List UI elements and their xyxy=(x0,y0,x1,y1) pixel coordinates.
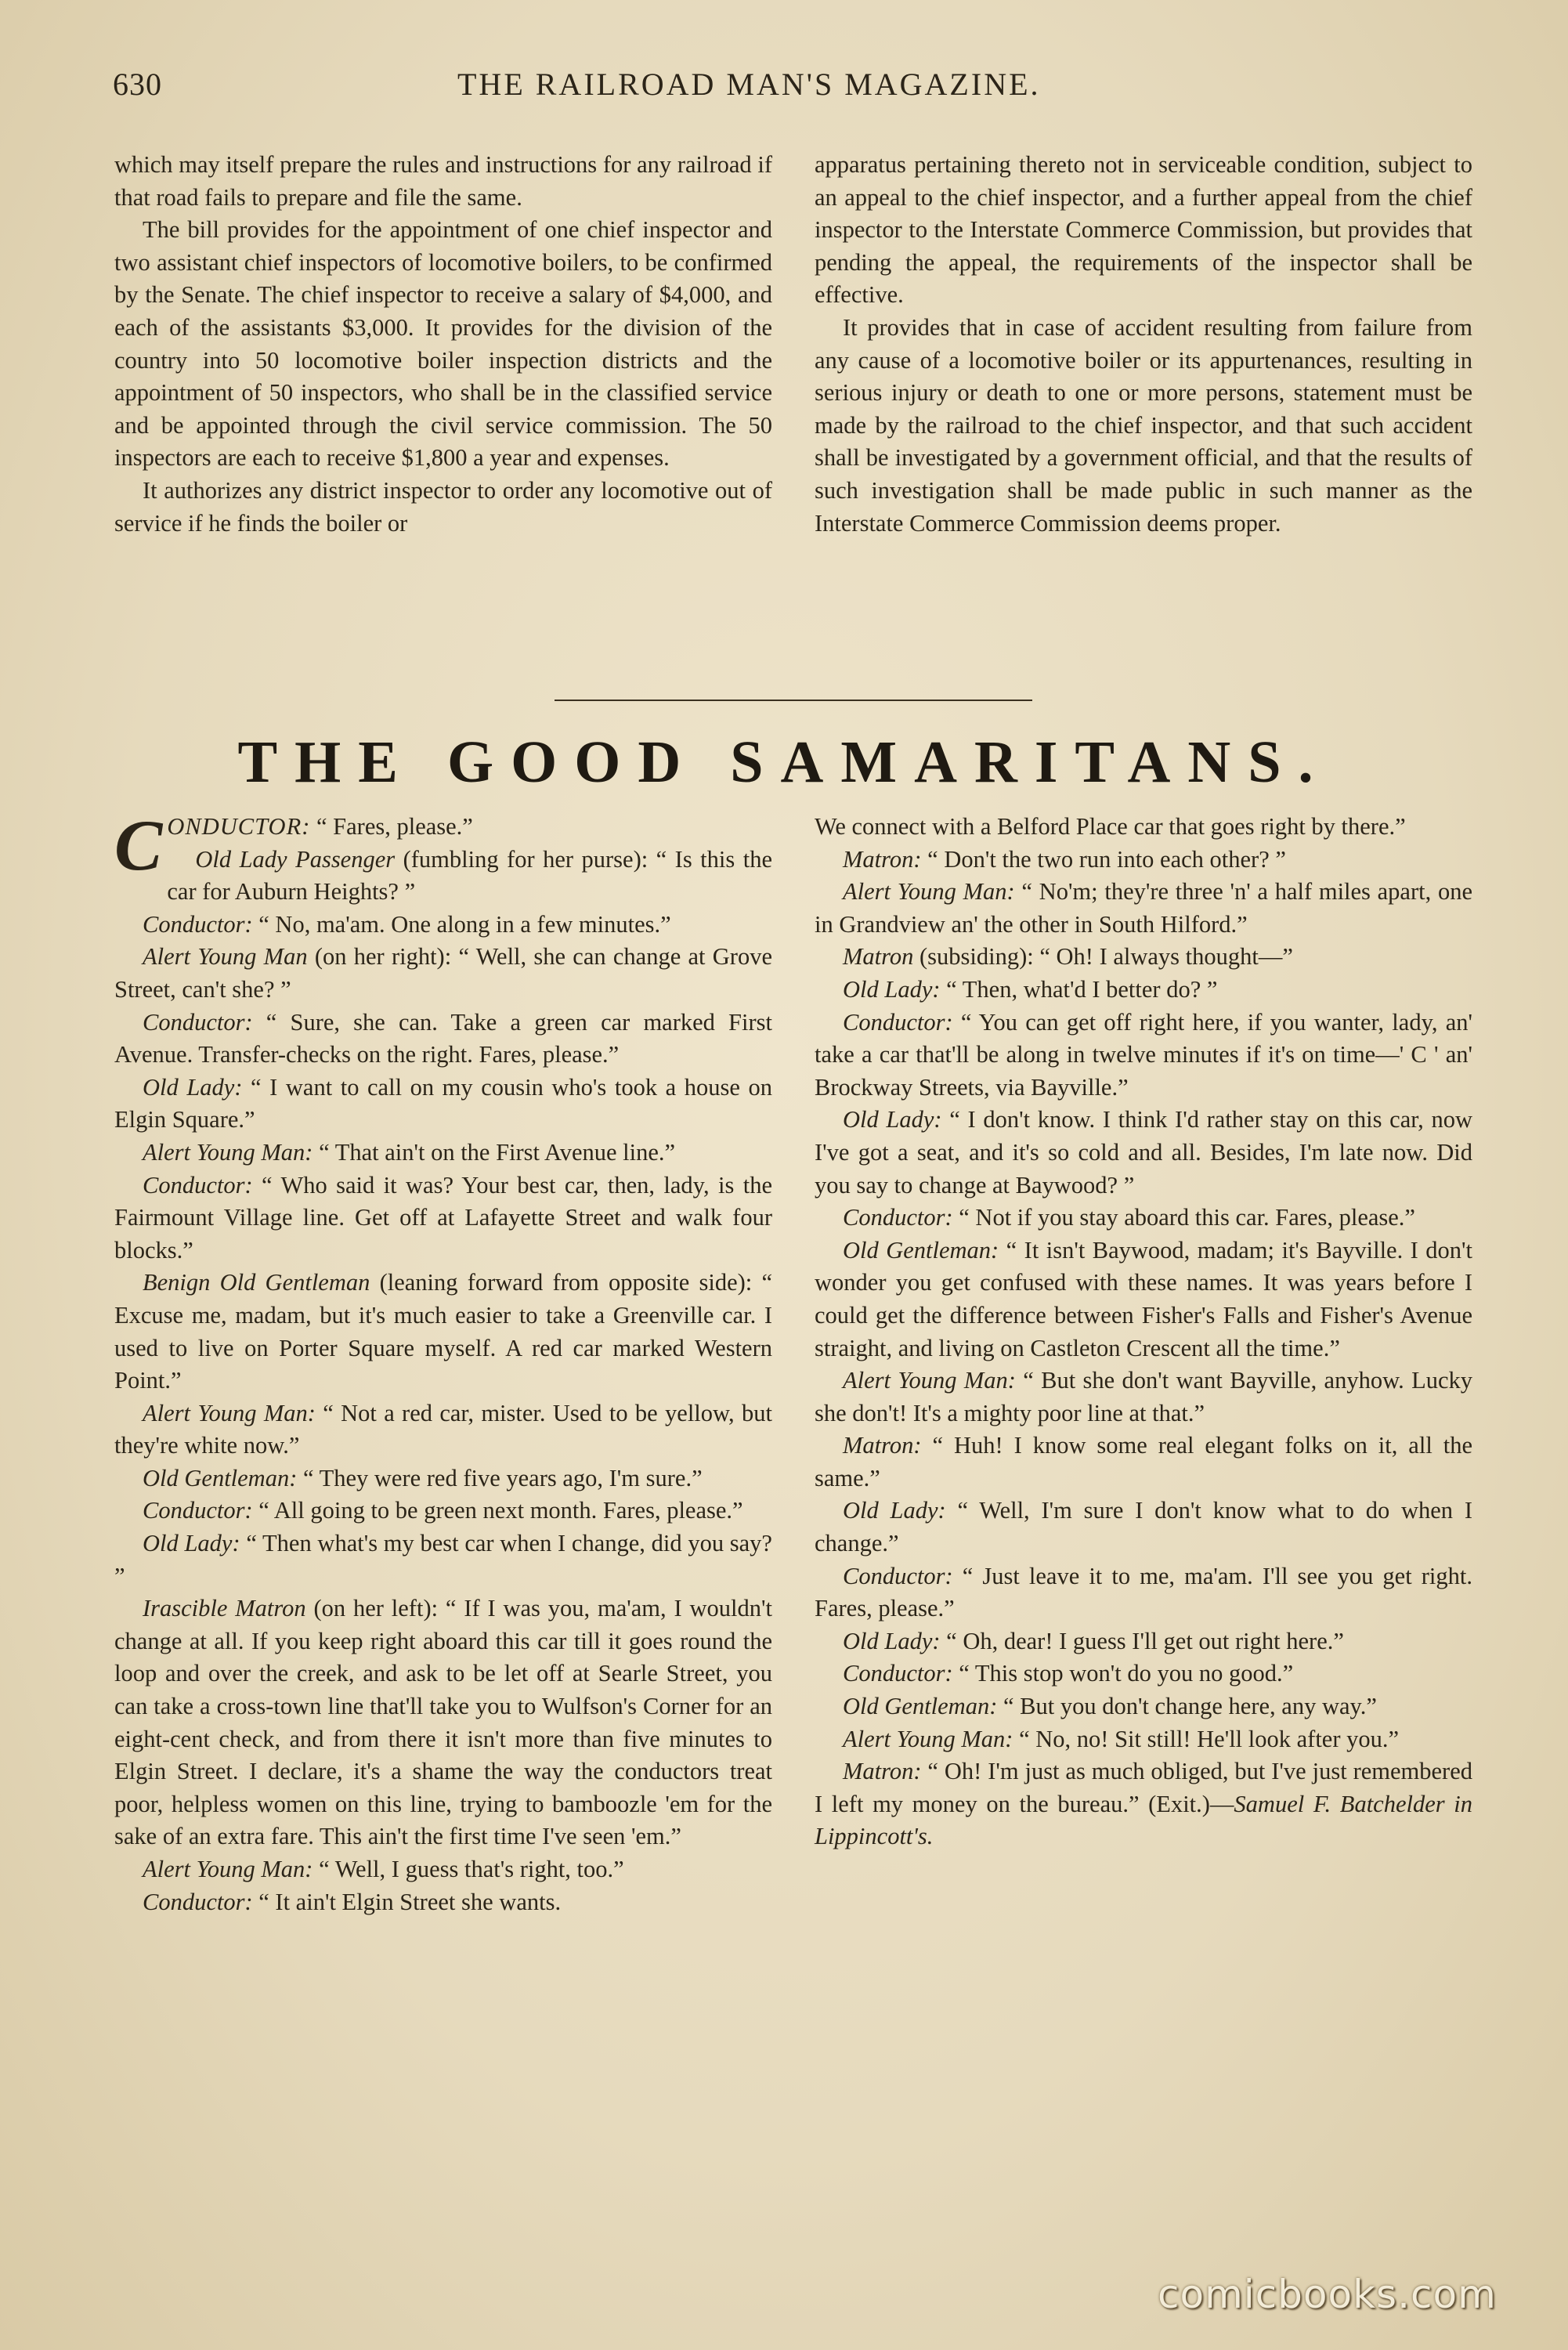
speaker-name: Old Gentleman: xyxy=(843,1693,998,1720)
story-column-right xyxy=(815,811,1472,1853)
dialogue-text: “ Huh! I know some real elegant folks on it, all the same.” xyxy=(815,1432,1472,1491)
speaker-name: Matron xyxy=(843,943,914,971)
dialogue-line xyxy=(815,1104,1472,1202)
watermark-logo: comicbooks.com xyxy=(1158,2272,1497,2317)
dialogue-line xyxy=(815,1202,1472,1235)
speaker-name: Old Lady: xyxy=(843,975,941,1003)
dialogue-text: “ All going to be green next month. Fares, please.” xyxy=(252,1497,743,1524)
speaker-name: Old Gentleman: xyxy=(843,1236,999,1264)
dialogue-line xyxy=(114,1137,772,1170)
dialogue-text: “ No'm; they're three 'n' a half miles apart, one in Grandview an' the other in South Hilford.” xyxy=(815,878,1472,938)
speaker-name: Matron: xyxy=(843,1432,922,1459)
paragraph: which may itself prepare the rules and instructions for any railroad if that road fails to prepare and file the same. xyxy=(114,151,772,211)
speaker-name: Alert Young Man: xyxy=(143,1138,313,1166)
byline: Samuel F. Batchelder in Lippincott's. xyxy=(815,1790,1472,1850)
speaker-name: Matron: xyxy=(843,845,922,873)
speaker-name: Old Lady: xyxy=(843,1106,942,1133)
page-header xyxy=(113,66,1476,113)
dialogue-text: (on her left): “ If I was you, ma'am, I wouldn't change at all. If you keep right aboard this car till it goes round the loop and over the creek, and ask to be let off at Searle Street, you can take a cross-town line that'll take you to Wulfson's Corner for an eight-cent check, and from there it isn't more than five minutes to Elgin Street. I declare, it's a shame the way the conductors treat poor, helpless women on this line, trying to bamboozle 'em for the sake of an extra fare. This ain't the first time I've seen 'em.” xyxy=(114,1595,772,1850)
dialogue-line xyxy=(815,1625,1472,1658)
article-column-left xyxy=(114,149,772,540)
dialogue-line xyxy=(114,1007,772,1072)
dialogue-line xyxy=(815,1723,1472,1756)
speaker-name: Alert Young Man: xyxy=(843,1367,1016,1394)
dialogue-text: “ Who said it was? Your best car, then, lady, is the Fairmount Village line. Get off at Lafayette Street and walk four blocks.” xyxy=(114,1171,772,1264)
speaker-name: Irascible Matron xyxy=(143,1595,306,1622)
story-title: THE GOOD SAMARITANS. xyxy=(237,729,1331,795)
speaker-name: Old Lady Passenger xyxy=(195,845,396,873)
dialogue-line xyxy=(815,1235,1472,1365)
dialogue-text: “ It isn't Baywood, madam; it's Bayville. I don't wonder you get confused with these names. It was years before I could get the difference between Fisher's Falls and Fisher's Avenue straight, and living on Castleton Crescent all the time.” xyxy=(815,1236,1472,1361)
dialogue-line xyxy=(114,1267,772,1397)
speaker-name: Conductor: xyxy=(843,1008,953,1036)
article-column-right xyxy=(815,149,1472,540)
dialogue-text: “ That ain't on the First Avenue line.” xyxy=(313,1138,676,1166)
dialogue-text: “ Not if you stay aboard this car. Fares, please.” xyxy=(952,1204,1415,1231)
dialogue-line xyxy=(815,1658,1472,1690)
dialogue-text: “ Just leave it to me, ma'am. I'll see you get right. Fares, please.” xyxy=(815,1562,1472,1622)
dialogue-line xyxy=(815,974,1472,1007)
dialogue-text: “ This stop won't do you no good.” xyxy=(952,1660,1294,1687)
dialogue-text: “ Then, what'd I better do? ” xyxy=(940,975,1218,1003)
speaker-name: Benign Old Gentleman xyxy=(143,1269,370,1296)
dialogue-line xyxy=(815,1690,1472,1723)
dialogue-line xyxy=(114,941,772,1006)
dialogue-line xyxy=(114,1853,772,1886)
speaker-name: ONDUCTOR: xyxy=(167,813,311,840)
speaker-name: Conductor: xyxy=(143,1008,253,1036)
speaker-name: Alert Young Man: xyxy=(843,878,1015,906)
paragraph: It authorizes any district inspector to order any locomotive out of service if he finds the boiler or xyxy=(114,476,772,537)
dialogue-text: “ Sure, she can. Take a green car marked First Avenue. Transfer-checks on the right. Fares, please.” xyxy=(114,1008,772,1068)
dialogue-line xyxy=(815,941,1472,974)
speaker-name: Conductor: xyxy=(143,1497,253,1524)
dialogue-text: (fumbling for her purse): “ Is this the car for Auburn Heights? ” xyxy=(167,845,772,906)
dialogue-text: “ They were red five years ago, I'm sure.” xyxy=(297,1464,703,1491)
dialogue-text: (leaning forward from opposite side): “ Excuse me, madam, but it's much easier to take a Greenville car. I used to live on Porter Square myself. A red car marked Western Point.” xyxy=(114,1269,772,1394)
speaker-name: Alert Young Man: xyxy=(143,1399,316,1426)
section-divider xyxy=(555,700,1032,701)
speaker-name: Alert Young Man xyxy=(143,943,308,971)
dialogue-line xyxy=(114,909,772,942)
paragraph: apparatus pertaining thereto not in serviceable condition, subject to an appeal to the chief inspector, and a further appeal from the chief inspector to the Interstate Commerce Commission, but provides that pending the appeal, the requirements of the inspector shall be effective. xyxy=(815,151,1472,309)
dialogue-line xyxy=(815,811,1472,844)
speaker-name: Old Gentleman: xyxy=(143,1464,298,1491)
dialogue-line xyxy=(114,1593,772,1853)
dialogue-line xyxy=(815,1430,1472,1495)
dialogue-line xyxy=(815,1755,1472,1853)
dialogue-line xyxy=(815,876,1472,941)
dialogue-line xyxy=(815,1560,1472,1625)
dialogue-line xyxy=(114,844,772,909)
speaker-name: Conductor: xyxy=(843,1660,953,1687)
dialogue-text: “ No, no! Sit still! He'll look after you.” xyxy=(1013,1725,1400,1752)
dialogue-text: (on her right): “ Well, she can change at Grove Street, can't she? ” xyxy=(114,943,772,1003)
speaker-name: Conductor: xyxy=(843,1204,953,1231)
dialogue-text: “ But you don't change here, any way.” xyxy=(997,1693,1377,1720)
dialogue-text: “ Fares, please.” xyxy=(310,813,473,840)
dialogue-text: “ I want to call on my cousin who's took a house on Elgin Square.” xyxy=(114,1073,772,1133)
dialogue-line xyxy=(114,1528,772,1593)
dialogue-text: “ Oh! I'm just as much obliged, but I've just remembered I left my money on the bureau.” (Exit.)— xyxy=(815,1758,1472,1817)
dialogue-text: “ It ain't Elgin Street she wants. xyxy=(252,1888,562,1915)
dialogue-line xyxy=(815,844,1472,877)
dialogue-text: We connect with a Belford Place car that goes right by there.” xyxy=(815,813,1406,840)
dialogue-line xyxy=(815,1365,1472,1430)
running-head: THE RAILROAD MAN'S MAGAZINE. xyxy=(457,67,1041,102)
dialogue-line xyxy=(114,1397,772,1462)
speaker-name: Conductor: xyxy=(843,1562,953,1589)
dialogue-text: “ Then what's my best car when I change, did you say? ” xyxy=(114,1530,772,1589)
dialogue-line xyxy=(114,1886,772,1919)
dialogue-text: “ Well, I'm sure I don't know what to do when I change.” xyxy=(815,1497,1472,1557)
dialogue-text: “ Don't the two run into each other? ” xyxy=(921,845,1286,873)
dialogue-line xyxy=(114,1495,772,1528)
dialogue-text: “ Not a red car, mister. Used to be yellow, but they're white now.” xyxy=(114,1399,772,1459)
drop-cap: C xyxy=(114,805,163,885)
speaker-name: Alert Young Man: xyxy=(843,1725,1013,1752)
dialogue-text: “ Well, I guess that's right, too.” xyxy=(313,1856,624,1882)
dialogue-text: “ I don't know. I think I'd rather stay on this car, now I've got a seat, and it's so cold and all. Besides, I'm late now. Did you say to change at Baywood? ” xyxy=(815,1106,1472,1198)
dialogue-line xyxy=(114,1072,772,1137)
dialogue-text: “ You can get off right here, if you wanter, lady, an' take a car that'll be along in twelve minutes if it's on time—' C ' an' Brockway Streets, via Bayville.” xyxy=(815,1008,1472,1101)
speaker-name: Old Lady: xyxy=(143,1073,243,1101)
speaker-name: Alert Young Man: xyxy=(143,1856,313,1882)
speaker-name: Conductor: xyxy=(143,910,253,938)
dialogue-line xyxy=(114,1170,772,1267)
story-column-left xyxy=(114,805,772,1918)
paragraph: It provides that in case of accident resulting from failure from any cause of a locomotive boiler or its appurtenances, resulting in serious injury or death to one or more persons, statement must be made by the railroad to the chief inspector, and that such accident shall be investigated by a government official, and that the results of such investigation shall be made public in such manner as the Interstate Commerce Commission deems proper. xyxy=(815,313,1472,537)
dialogue-line xyxy=(815,1007,1472,1104)
speaker-name: Old Lady: xyxy=(143,1530,240,1557)
speaker-name: Old Lady: xyxy=(843,1497,946,1524)
speaker-name: Conductor: xyxy=(143,1171,253,1198)
dialogue-text: (subsiding): “ Oh! I always thought—” xyxy=(913,943,1293,971)
dialogue-text: “ No, ma'am. One along in a few minutes.” xyxy=(252,910,671,938)
speaker-name: Matron: xyxy=(843,1758,922,1785)
speaker-name: Conductor: xyxy=(143,1888,253,1915)
paragraph: The bill provides for the appointment of one chief inspector and two assistant chief inspectors of locomotive boilers, to be confirmed by the Senate. The chief inspector to receive a salary of $4,000, and each of the assistants $3,000. It provides for the division of the country into 50 locomotive boiler inspection districts and the appointment of 50 inspectors, who shall be in the classified service and be appointed through the civil service commission. The 50 inspectors are each to receive $1,800 a year and expenses. xyxy=(114,216,772,472)
page-number: 630 xyxy=(113,67,162,102)
dialogue-line xyxy=(815,1495,1472,1560)
dialogue-line xyxy=(114,1462,772,1495)
dialogue-text: “ Oh, dear! I guess I'll get out right here.” xyxy=(940,1627,1344,1654)
speaker-name: Old Lady: xyxy=(843,1627,941,1654)
dialogue-text: “ But she don't want Bayville, anyhow. Lucky she don't! It's a mighty poor line at that.” xyxy=(815,1367,1473,1426)
